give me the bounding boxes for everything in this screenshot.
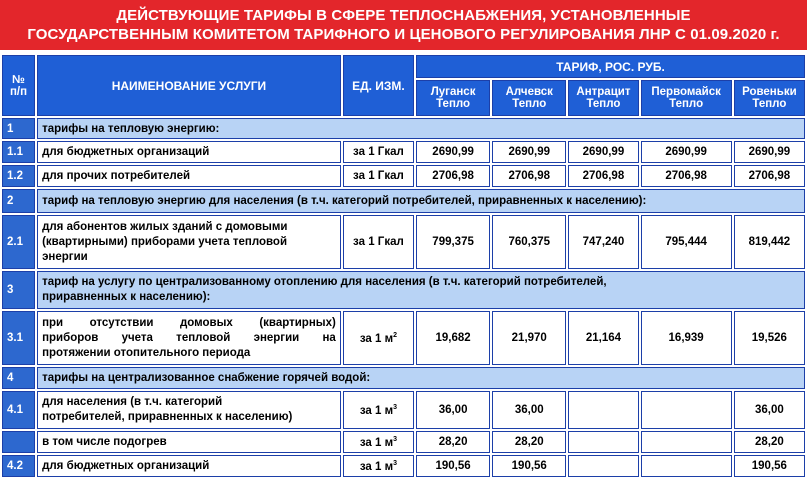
service-label-line: приборов учета тепловой энергии на xyxy=(42,331,336,344)
unit-exponent: 2 xyxy=(393,331,397,339)
tariff-value: 36,00 xyxy=(492,391,566,429)
tariff-value: 2706,98 xyxy=(734,165,805,187)
tariff-value: 2690,99 xyxy=(492,141,566,163)
section-row xyxy=(2,367,805,389)
table-row xyxy=(2,455,805,477)
header-company xyxy=(492,80,566,116)
table-row xyxy=(2,391,805,429)
service-label-line: энергии xyxy=(42,250,88,263)
tariff-value: 2706,98 xyxy=(568,165,638,187)
unit-exponent: 3 xyxy=(393,459,397,467)
service-label-line: потребителей, приравненных к населению) xyxy=(42,411,293,423)
row-number: 1.1 xyxy=(2,141,35,163)
tariff-value: 2706,98 xyxy=(416,165,490,187)
company-name: Алчевск xyxy=(505,86,553,98)
unit-cell xyxy=(343,455,414,477)
tariff-value: 36,00 xyxy=(734,391,805,429)
tariff-value xyxy=(568,391,638,429)
tariff-value: 819,442 xyxy=(734,215,805,269)
row-number: 3.1 xyxy=(2,311,35,365)
table-row xyxy=(2,311,805,365)
service-label: в том числе подогрев xyxy=(37,431,341,453)
header-company xyxy=(734,80,805,116)
tariff-value: 799,375 xyxy=(416,215,490,269)
page-title-banner xyxy=(0,0,807,50)
tariff-value xyxy=(641,431,732,453)
company-suffix: Тепло xyxy=(752,98,787,110)
service-label: для прочих потребителей xyxy=(37,165,341,187)
tariff-value: 19,526 xyxy=(734,311,805,365)
header-number xyxy=(2,55,35,116)
row-number: 4 xyxy=(2,367,35,389)
unit-text: за 1 м xyxy=(359,436,394,449)
tariff-value: 2690,99 xyxy=(568,141,638,163)
row-number: 2 xyxy=(2,189,35,213)
tariff-value: 28,20 xyxy=(734,431,805,453)
tariff-value: 28,20 xyxy=(416,431,490,453)
company-name: Луганск xyxy=(430,86,476,98)
row-number: 1 xyxy=(2,118,35,139)
title-line-2: ГОСУДАРСТВЕННЫМ КОМИТЕТОМ ТАРИФНОГО И ЦЕНОВОГО РЕГУЛИРОВАНИЯ ЛНР С 01.09.2020 г. xyxy=(27,26,780,43)
section-label: тарифы на тепловую энергию: xyxy=(37,118,805,139)
service-label-line: протяжении отопительного периода xyxy=(42,346,251,359)
tariff-value: 21,164 xyxy=(568,311,638,365)
tariff-value: 190,56 xyxy=(734,455,805,477)
service-label-line: для населения (в т.ч. категорий xyxy=(42,396,223,408)
unit-cell: за 1 Гкал xyxy=(343,141,414,163)
tariff-value: 28,20 xyxy=(492,431,566,453)
header-number-line2: п/п xyxy=(9,85,28,98)
tariff-value xyxy=(641,455,732,477)
company-suffix: Тепло xyxy=(586,98,621,110)
tariff-value: 2690,99 xyxy=(416,141,490,163)
service-label: для бюджетных организаций xyxy=(37,455,341,477)
section-label-line: тариф на услугу по централизованному отоплению для населения (в т.ч. категорий потребителей, xyxy=(42,276,607,288)
row-number: 4.2 xyxy=(2,455,35,477)
unit-cell: за 1 Гкал xyxy=(343,165,414,187)
unit-cell xyxy=(343,391,414,429)
row-number: 1.2 xyxy=(2,165,35,187)
table-row xyxy=(2,165,805,187)
header-unit: ЕД. ИЗМ. xyxy=(343,55,414,116)
tariff-value: 760,375 xyxy=(492,215,566,269)
section-row xyxy=(2,118,805,139)
header-number-line1: № xyxy=(12,73,25,86)
tariff-value: 16,939 xyxy=(641,311,732,365)
unit-text: за 1 м xyxy=(359,332,394,345)
tariff-value: 795,444 xyxy=(641,215,732,269)
header-company xyxy=(568,80,638,116)
tariff-value: 2706,98 xyxy=(641,165,732,187)
company-suffix: Тепло xyxy=(669,98,704,110)
company-name: Антрацит xyxy=(576,86,631,98)
unit-text: за 1 м xyxy=(359,460,394,473)
section-row xyxy=(2,271,805,309)
tariff-value xyxy=(568,431,638,453)
section-label: тарифы на централизованное снабжение горячей водой: xyxy=(37,367,805,389)
tariff-value: 36,00 xyxy=(416,391,490,429)
service-label xyxy=(37,391,341,429)
tariff-table xyxy=(0,53,807,479)
header-service: НАИМЕНОВАНИЕ УСЛУГИ xyxy=(37,55,341,116)
row-number: 4.1 xyxy=(2,391,35,429)
tariff-value: 19,682 xyxy=(416,311,490,365)
service-label xyxy=(37,311,341,365)
unit-text: за 1 м xyxy=(359,404,394,417)
unit-cell: за 1 Гкал xyxy=(343,215,414,269)
row-number xyxy=(2,431,35,453)
service-label-line: (квартирными) приборами учета тепловой xyxy=(42,235,288,248)
tariff-value: 2690,99 xyxy=(734,141,805,163)
title-line-1: ДЕЙСТВУЮЩИЕ ТАРИФЫ В СФЕРЕ ТЕПЛОСНАБЖЕНИЯ, УСТАНОВЛЕННЫЕ xyxy=(116,7,691,24)
tariff-value xyxy=(641,391,732,429)
unit-exponent: 3 xyxy=(393,435,397,443)
table-row xyxy=(2,215,805,269)
tariff-value: 747,240 xyxy=(568,215,638,269)
row-number: 2.1 xyxy=(2,215,35,269)
header-tariff: ТАРИФ, РОС. РУБ. xyxy=(416,55,805,78)
tariff-value: 190,56 xyxy=(416,455,490,477)
section-label: тариф на тепловую энергию для населения (в т.ч. категорий потребителей, приравненных к населению): xyxy=(37,189,805,213)
service-label-line: для абонентов жилых зданий с домовыми xyxy=(42,220,288,233)
unit-exponent: 3 xyxy=(393,403,397,411)
tariff-value: 190,56 xyxy=(492,455,566,477)
table-row xyxy=(2,431,805,453)
company-suffix: Тепло xyxy=(436,98,471,110)
tariff-value: 21,970 xyxy=(492,311,566,365)
section-label xyxy=(37,271,805,309)
table-row xyxy=(2,141,805,163)
tariff-value: 2706,98 xyxy=(492,165,566,187)
service-label xyxy=(37,215,341,269)
header-company xyxy=(416,80,490,116)
tariff-value: 2690,99 xyxy=(641,141,732,163)
header-company xyxy=(641,80,732,116)
company-suffix: Тепло xyxy=(512,98,547,110)
row-number: 3 xyxy=(2,271,35,309)
company-name: Ровеньки xyxy=(742,86,797,98)
company-name: Первомайск xyxy=(651,86,721,98)
tariff-value xyxy=(568,455,638,477)
section-label-line: приравненных к населению): xyxy=(42,291,211,303)
service-label: для бюджетных организаций xyxy=(37,141,341,163)
service-label-line: при отсутствии домовых (квартирных) xyxy=(42,316,336,329)
unit-cell xyxy=(343,311,414,365)
section-row xyxy=(2,189,805,213)
unit-cell xyxy=(343,431,414,453)
